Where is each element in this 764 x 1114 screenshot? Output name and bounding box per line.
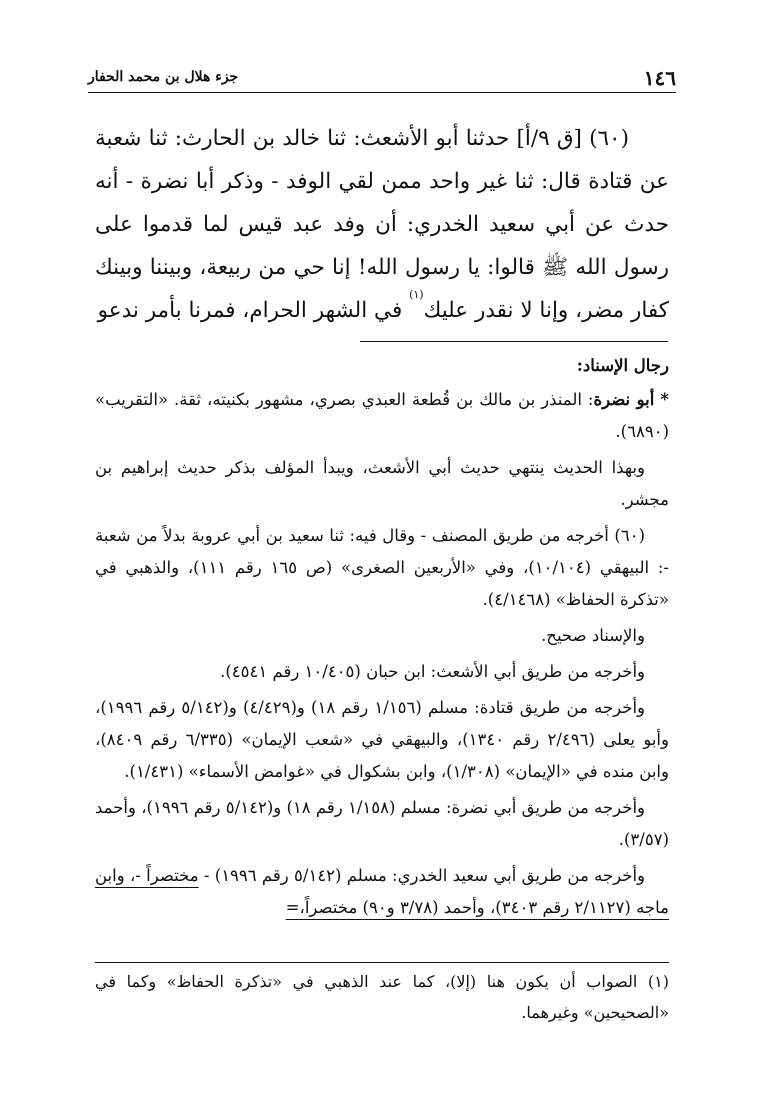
note-khudri-part1: وأخرجه من طريق أبي سعيد الخدري: مسلم (٥/١٤٢ رقم ١٩٩٦) - (198, 866, 646, 885)
hadith-paragraph (95, 117, 669, 332)
narrator-entry (95, 384, 669, 448)
notes-heading: رجال الإسناد: (576, 356, 669, 375)
running-header (88, 66, 676, 93)
commentary-notes (95, 350, 669, 928)
note-khudri-part2: مختصراً -، وابن ماجه (٢/١١٢٧ رقم ٣٤٠٣)، وأحمد (٣/٧٨ و٩٠) مختصراً،= (95, 866, 669, 917)
note-paragraph-takhrij: (٦٠) أخرجه من طريق المصنف - وقال فيه: ثنا سعيد بن أبي عروبة بدلاً من شعبة -: البيهقي (١٠/١٠٤)، وفي «الأربعين الصغرى» (ص ١٦٥ رقم ١١١)، والذهبي في «تذكرة الحفاظ» (٤/١٤٦٨). (95, 526, 669, 609)
hadith-text (95, 117, 669, 332)
page-number: ١٤٦ (643, 66, 676, 90)
note-paragraph-qatada: وأخرجه من طريق قتادة: مسلم (١/١٥٦ رقم ١٨) و(٤/٤٢٩) و(٥/١٤٢ رقم ١٩٩٦)، وأبو يعلى (٢/٤٩٦ رقم ١٣٤٠)، والبيهقي في «شعب الإيمان» (٦/٣٣٥ رقم ٨٤٠٩)، وابن منده في «الإيمان» (١/٣٠٨)، وابن بشكوال في «غوامض الأسماء» (١/٤٣١). (95, 698, 669, 781)
note-paragraph-end-hadith: وبهذا الحديث ينتهي حديث أبي الأشعث، ويبدأ المؤلف بذكر حديث إبراهيم بن مجشر. (95, 458, 669, 509)
narrator-name: أبو نضرة (593, 390, 655, 409)
note-paragraph-abu-nadra: وأخرجه من طريق أبي نضرة: مسلم (١/١٥٨ رقم ١٨) و(٥/١٤٢ رقم ١٩٩٦)، وأحمد (٣/٥٧). (95, 798, 669, 849)
book-title: جزء هلال بن محمد الحفار (88, 69, 239, 85)
note-paragraph-khudri (95, 860, 669, 924)
note-paragraph-sahih: والإسناد صحيح. (541, 626, 645, 645)
footnote-separator (95, 962, 669, 963)
footnote-1: (١) الصواب أن يكون هنا (إلا)، كما عند الذهبي في «تذكرة الحفاظ» وكما في «الصحيحين» وغيرهما. (95, 972, 669, 1022)
narrator-description: : المنذر بن مالك بن قُطعة العبدي بصري، مشهور بكنيته، ثقة. «التقريب» (٦٨٩٠). (95, 390, 669, 441)
narrator-star: * (660, 390, 669, 409)
footnote-reference: (١) (409, 288, 424, 301)
hadith-text-part1: (٦٠) [ق ٩/أ] حدثنا أبو الأشعث: ثنا خالد بن الحارث: ثنا شعبة عن قتادة قال: ثنا غير واحد ممن لقي الوفد - وذكر أبا نضرة - أنه حدث عن أبي سعيد الخدري: أن وفد عبد قيس لما قدموا على رسول الله ﷺ قالوا: يا رسول الله! إنا حي من ربيعة، وبيننا وبينك كفار مضر، وإنا لا نقدر عليك (95, 126, 669, 323)
note-paragraph-ibn-hibban: وأخرجه من طريق أبي الأشعث: ابن حبان (١٠/٤٠٥ رقم ٤٥٤١). (220, 662, 645, 681)
footnotes (95, 966, 669, 1028)
notes-separator (360, 341, 668, 342)
hadith-text-part2: في الشهر الحرام، فمرنا بأمر ندعو (97, 298, 410, 323)
